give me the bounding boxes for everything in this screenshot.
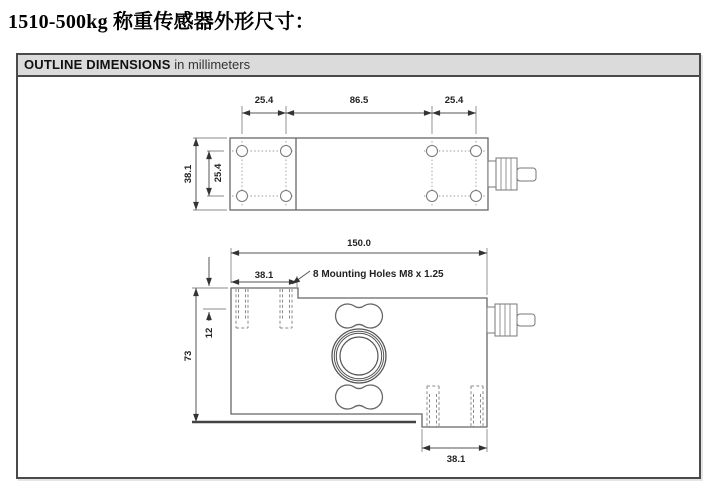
dim-label-mount-section: 38.1	[254, 270, 274, 281]
dim-label-hole-pitch-left: 25.4	[254, 95, 274, 106]
page-title: 1510-500kg 称重传感器外形尺寸：	[8, 11, 315, 33]
dim-label-overall-length: 150.0	[347, 238, 371, 249]
outline-dimensions-panel	[16, 53, 701, 479]
panel-header	[18, 55, 699, 77]
mounting-holes-note-label: 8 Mounting Holes M8 x 1.25	[313, 269, 444, 280]
dim-label-body-width: 38.1	[183, 164, 194, 184]
panel-header-title: OUTLINE DIMENSIONS	[24, 57, 171, 72]
dim-label-foot-width: 38.1	[446, 454, 466, 465]
dim-label-hole-pitch-width: 25.4	[213, 163, 224, 183]
panel-header-subtitle: in millimeters	[174, 57, 251, 72]
dim-label-overall-height: 73	[183, 350, 194, 362]
dim-label-hole-span-center: 86.5	[349, 95, 369, 106]
dim-label-hole-pitch-right: 25.4	[444, 95, 464, 106]
dim-label-hole-depth: 12	[204, 327, 215, 339]
